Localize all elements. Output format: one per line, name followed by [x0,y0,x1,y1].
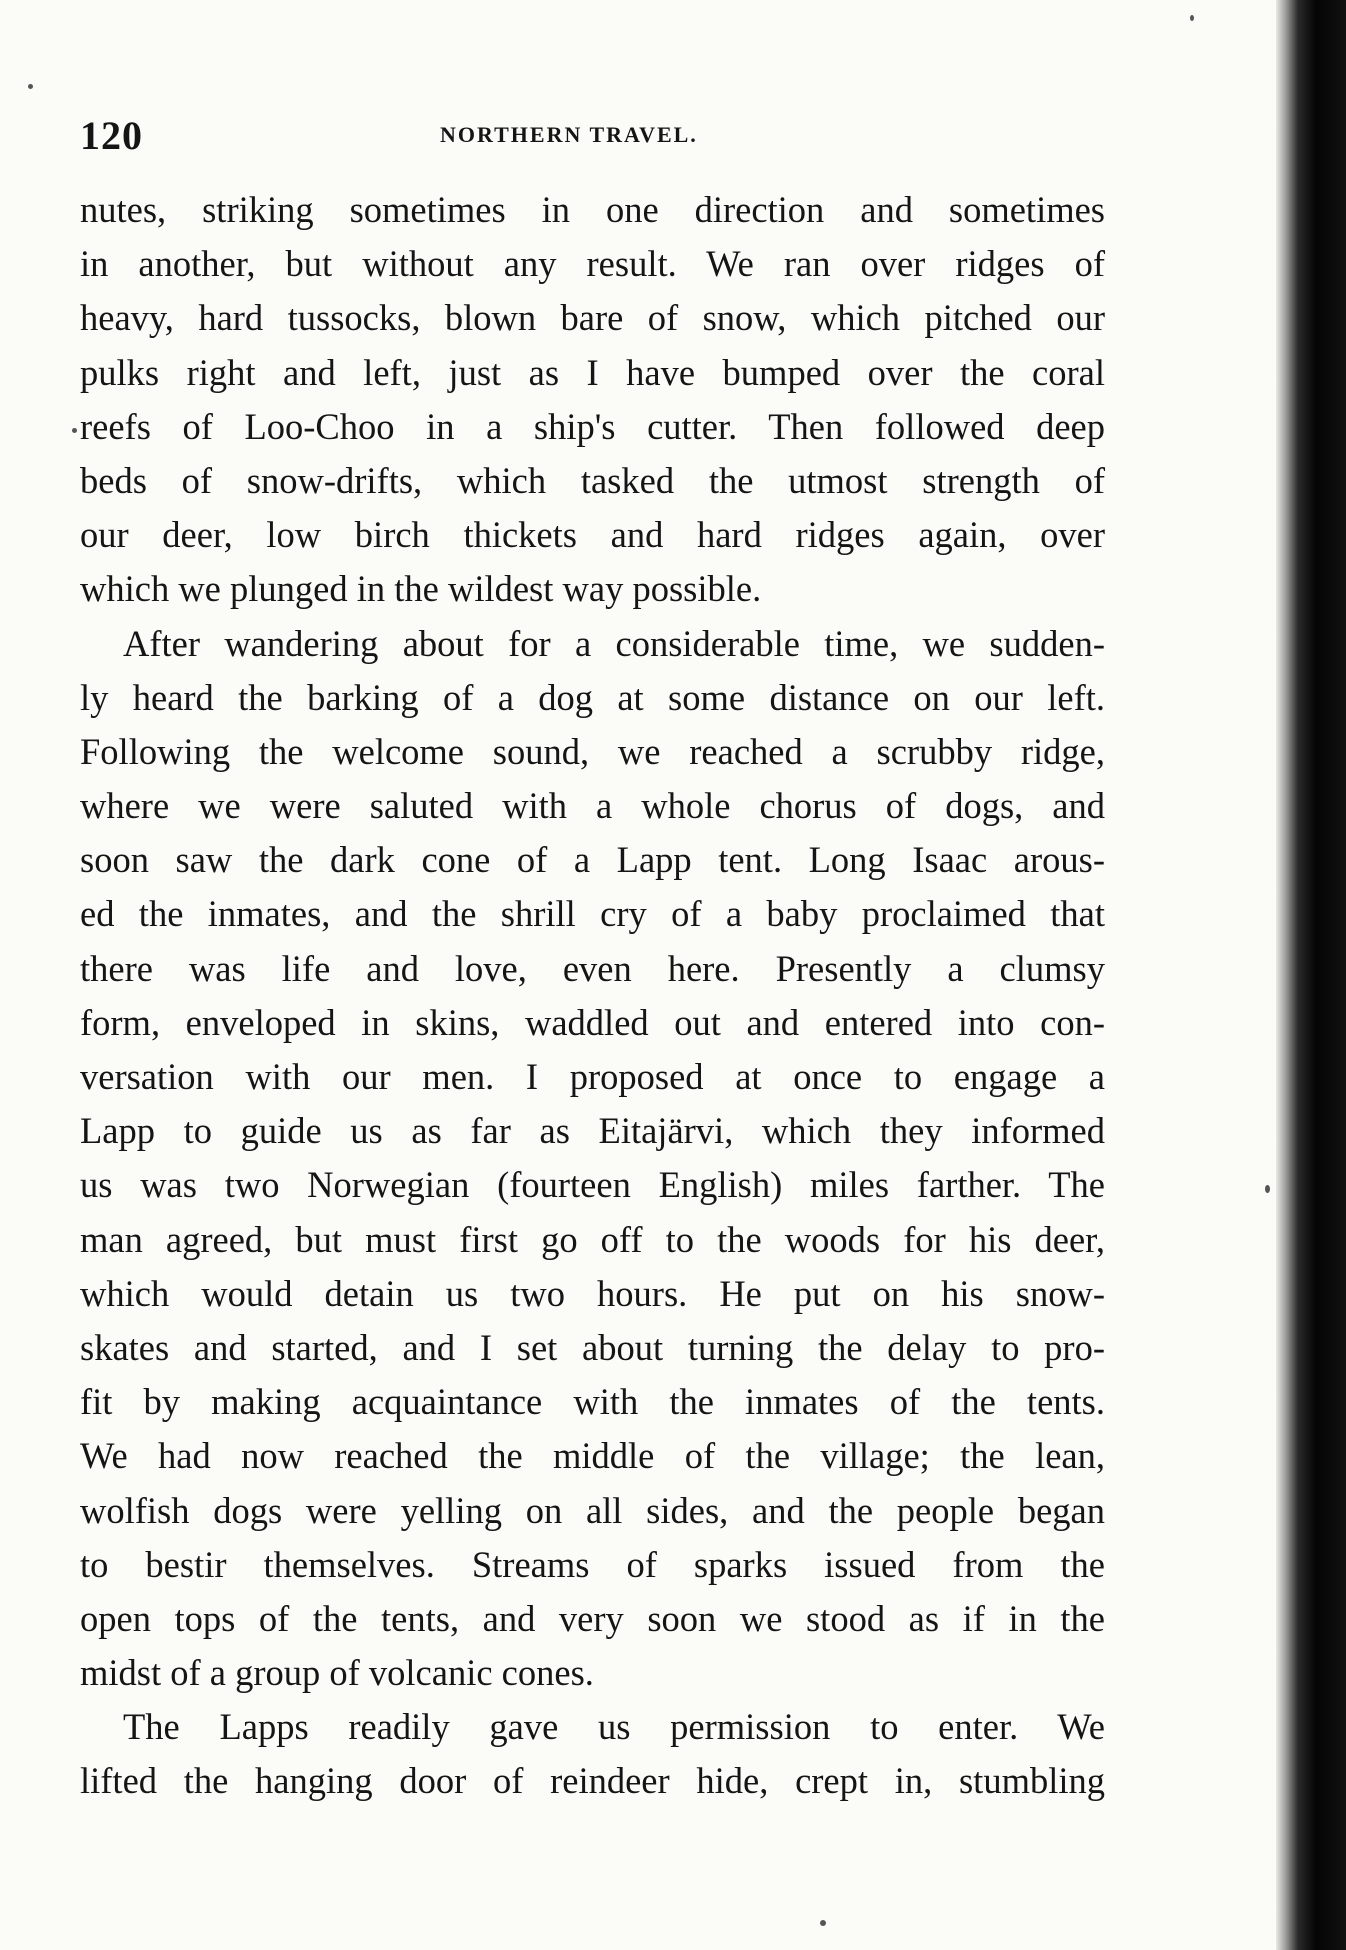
text-line: Lapp to guide us as far as Eitajärvi, which they informed [80,1110,1105,1152]
print-speck [1265,1185,1270,1193]
text-line: lifted the hanging door of reindeer hide, crept in, stumbling [80,1760,1105,1802]
text-line: Following the welcome sound, we reached a scrubby ridge, [80,730,1105,772]
text-line: We had now reached the middle of the village; the lean, [80,1435,1105,1477]
text-line: heavy, hard tussocks, blown bare of snow, which pitched our [80,297,1105,339]
paragraph [80,183,1105,617]
page-number: 120 [80,113,143,158]
text-line: After wandering about for a considerable time, we sudden- [123,622,1105,664]
text-line: midst of a group of volcanic cones. [80,1652,594,1694]
print-speck [820,1920,826,1926]
text-line: which would detain us two hours. He put on his snow- [80,1272,1105,1314]
text-line: in another, but without any result. We ran over ridges of [80,243,1105,285]
text-line: pulks right and left, just as I have bumped over the coral [80,351,1105,393]
paragraph [80,1700,1105,1808]
text-line: us was two Norwegian (fourteen English) miles farther. The [80,1164,1105,1206]
text-line: soon saw the dark cone of a Lapp tent. Long Isaac arous- [80,839,1105,881]
text-line: The Lapps readily gave us permission to enter. We [123,1706,1105,1748]
book-spine-shadow [1276,0,1346,1950]
text-line: open tops of the tents, and very soon we stood as if in the [80,1597,1105,1639]
paragraph [80,617,1105,1701]
text-line: which we plunged in the wildest way possible. [80,568,762,610]
text-line: wolfish dogs were yelling on all sides, and the people began [80,1489,1105,1531]
text-line: ly heard the barking of a dog at some distance on our left. [80,676,1105,718]
text-line: reefs of Loo-Choo in a ship's cutter. Then followed deep [80,405,1105,447]
print-speck [72,428,77,433]
text-line: versation with our men. I proposed at once to engage a [80,1056,1105,1097]
text-line: ed the inmates, and the shrill cry of a baby proclaimed that [80,893,1105,935]
print-speck [28,84,33,89]
print-speck [1190,15,1194,21]
text-line: where we were saluted with a whole chorus of dogs, and [80,785,1105,827]
body-text [80,183,1105,1809]
text-line: to bestir themselves. Streams of sparks issued from the [80,1543,1105,1585]
text-line: beds of snow-drifts, which tasked the utmost strength of [80,459,1105,501]
text-line: fit by making acquaintance with the inmates of the tents. [80,1381,1105,1423]
running-title: NORTHERN TRAVEL. [440,122,698,147]
text-line: there was life and love, even here. Presently a clumsy [80,947,1105,989]
text-line: our deer, low birch thickets and hard ridges again, over [80,514,1105,556]
text-line: form, enveloped in skins, waddled out and entered into con- [80,1001,1105,1043]
text-line: nutes, striking sometimes in one direction and sometimes [80,189,1105,230]
text-line: man agreed, but must first go off to the woods for his deer, [80,1218,1105,1260]
text-line: skates and started, and I set about turning the delay to pro- [80,1326,1105,1368]
page-header [80,112,1090,162]
